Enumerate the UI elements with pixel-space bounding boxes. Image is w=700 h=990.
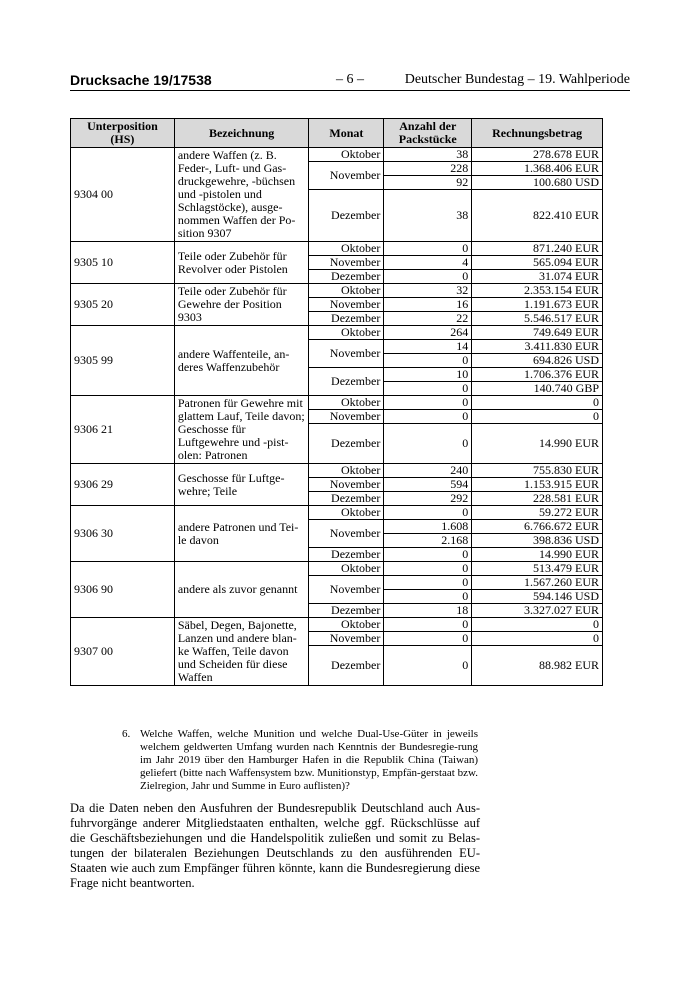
cell-hs: 9305 99: [71, 326, 175, 396]
cell-anzahl: 0: [384, 590, 472, 604]
cell-rechnungsbetrag: 1.368.406 EUR: [472, 162, 603, 176]
cell-monat: November: [309, 256, 384, 270]
cell-rechnungsbetrag: 14.990 EUR: [472, 424, 603, 464]
cell-bezeichnung: Patronen für Gewehre mit glattem Lauf, Teile davon; Geschosse für Luftgewehre und -pist-olen: Patronen: [174, 396, 309, 464]
cell-anzahl: 0: [384, 382, 472, 396]
cell-anzahl: 292: [384, 492, 472, 506]
cell-rechnungsbetrag: 398.836 USD: [472, 534, 603, 548]
cell-rechnungsbetrag: 0: [472, 396, 603, 410]
cell-anzahl: 0: [384, 618, 472, 632]
table-row: [71, 242, 603, 256]
cell-monat: Oktober: [309, 562, 384, 576]
cell-anzahl: 38: [384, 190, 472, 242]
cell-rechnungsbetrag: 749.649 EUR: [472, 326, 603, 340]
column-header-anzahl: Anzahl der Packstücke: [384, 119, 472, 148]
table-row: [71, 506, 603, 520]
cell-anzahl: 32: [384, 284, 472, 298]
cell-rechnungsbetrag: 822.410 EUR: [472, 190, 603, 242]
cell-bezeichnung: Säbel, Degen, Bajonette, Lanzen und andere blan-ke Waffen, Teile davon und Scheiden für diese Waffen: [174, 618, 309, 686]
cell-monat: Oktober: [309, 464, 384, 478]
cell-anzahl: 0: [384, 270, 472, 284]
cell-monat: Oktober: [309, 396, 384, 410]
column-header-bezeichnung: Bezeichnung: [174, 119, 309, 148]
cell-bezeichnung: Teile oder Zubehör für Revolver oder Pistolen: [174, 242, 309, 284]
cell-anzahl: 0: [384, 396, 472, 410]
cell-anzahl: 0: [384, 354, 472, 368]
cell-anzahl: 228: [384, 162, 472, 176]
cell-bezeichnung: andere Waffenteile, an-deres Waffenzubehör: [174, 326, 309, 396]
cell-anzahl: 0: [384, 632, 472, 646]
cell-hs: 9307 00: [71, 618, 175, 686]
cell-rechnungsbetrag: 3.327.027 EUR: [472, 604, 603, 618]
cell-anzahl: 92: [384, 176, 472, 190]
cell-rechnungsbetrag: 1.567.260 EUR: [472, 576, 603, 590]
cell-rechnungsbetrag: 0: [472, 632, 603, 646]
table-header-row: [71, 119, 603, 148]
cell-hs: 9305 20: [71, 284, 175, 326]
cell-monat: Oktober: [309, 506, 384, 520]
cell-hs: 9306 21: [71, 396, 175, 464]
cell-rechnungsbetrag: 1.191.673 EUR: [472, 298, 603, 312]
cell-rechnungsbetrag: 0: [472, 618, 603, 632]
cell-monat: November: [309, 576, 384, 604]
cell-hs: 9306 30: [71, 506, 175, 562]
cell-anzahl: 16: [384, 298, 472, 312]
cell-monat: Oktober: [309, 284, 384, 298]
cell-rechnungsbetrag: 5.546.517 EUR: [472, 312, 603, 326]
cell-rechnungsbetrag: 140.740 GBP: [472, 382, 603, 396]
cell-anzahl: 10: [384, 368, 472, 382]
cell-anzahl: 0: [384, 242, 472, 256]
cell-rechnungsbetrag: 6.766.672 EUR: [472, 520, 603, 534]
cell-anzahl: 22: [384, 312, 472, 326]
cell-rechnungsbetrag: 88.982 EUR: [472, 646, 603, 686]
table-row: [71, 148, 603, 162]
cell-monat: Dezember: [309, 270, 384, 284]
table-row: [71, 618, 603, 632]
cell-monat: Dezember: [309, 312, 384, 326]
cell-rechnungsbetrag: 0: [472, 410, 603, 424]
question-text: Welche Waffen, welche Munition und welche Dual-Use-Güter in jeweils welchem geldwerten Umfang wurden nach Kenntnis der Bundesregie-rung im Jahr 2019 über den Hamburger Hafen in die Republik China (Taiwan) geliefert (bitte nach Waffensystem bzw. Munitionstyp, Empfän-gerstaat bzw. Zielregion, Jahr und Summe in Euro auflisten)?: [140, 728, 478, 792]
cell-anzahl: 0: [384, 576, 472, 590]
question-number: 6.: [122, 728, 131, 740]
cell-monat: November: [309, 410, 384, 424]
cell-rechnungsbetrag: 565.094 EUR: [472, 256, 603, 270]
cell-bezeichnung: andere als zuvor genannt: [174, 562, 309, 618]
doc-number: 17538: [172, 72, 212, 88]
doc-label-prefix: Drucksache 19/: [70, 72, 173, 88]
table-row: [71, 396, 603, 410]
cell-anzahl: 18: [384, 604, 472, 618]
cell-monat: Oktober: [309, 148, 384, 162]
cell-anzahl: 0: [384, 424, 472, 464]
export-table: [70, 118, 603, 686]
cell-monat: November: [309, 340, 384, 368]
cell-anzahl: 2.168: [384, 534, 472, 548]
cell-rechnungsbetrag: 59.272 EUR: [472, 506, 603, 520]
cell-rechnungsbetrag: 31.074 EUR: [472, 270, 603, 284]
cell-rechnungsbetrag: 694.826 USD: [472, 354, 603, 368]
header-rule: [70, 90, 630, 91]
cell-rechnungsbetrag: 513.479 EUR: [472, 562, 603, 576]
cell-monat: Oktober: [309, 618, 384, 632]
table-body: [71, 148, 603, 686]
cell-monat: Dezember: [309, 424, 384, 464]
cell-anzahl: 0: [384, 646, 472, 686]
column-header-rechnungsbetrag: Rechnungsbetrag: [472, 119, 603, 148]
cell-rechnungsbetrag: 278.678 EUR: [472, 148, 603, 162]
cell-rechnungsbetrag: 1.153.915 EUR: [472, 478, 603, 492]
cell-bezeichnung: Geschosse für Luftge-wehre; Teile: [174, 464, 309, 506]
cell-anzahl: 594: [384, 478, 472, 492]
cell-rechnungsbetrag: 3.411.830 EUR: [472, 340, 603, 354]
cell-monat: Dezember: [309, 604, 384, 618]
column-header-hs: Unterposition (HS): [71, 119, 175, 148]
cell-rechnungsbetrag: 100.680 USD: [472, 176, 603, 190]
page-number: – 6 –: [336, 72, 364, 87]
cell-anzahl: 0: [384, 548, 472, 562]
cell-monat: Oktober: [309, 326, 384, 340]
cell-rechnungsbetrag: 594.146 USD: [472, 590, 603, 604]
cell-rechnungsbetrag: 1.706.376 EUR: [472, 368, 603, 382]
answer-text: Da die Daten neben den Ausfuhren der Bundesrepublik Deutschland auch Aus-fuhrvorgänge anderer Mitgliedstaaten enthalten, welche ggf. Rückschlüsse auf die Geschäftsbeziehungen und die Handelspolitik zuließen und somit zu Belas-tungen der bilateralen Beziehungen Deutschlands zu den ausführenden EU-Staaten wie auch zum Empfänger führen könnte, kann die Bundesregierung diese Frage nicht beantworten.: [70, 801, 480, 890]
cell-monat: November: [309, 632, 384, 646]
cell-anzahl: 38: [384, 148, 472, 162]
cell-monat: Oktober: [309, 242, 384, 256]
cell-monat: Dezember: [309, 368, 384, 396]
table-row: [71, 326, 603, 340]
cell-anzahl: 0: [384, 410, 472, 424]
cell-monat: Dezember: [309, 646, 384, 686]
cell-bezeichnung: Teile oder Zubehör für Gewehre der Position 9303: [174, 284, 309, 326]
cell-rechnungsbetrag: 755.830 EUR: [472, 464, 603, 478]
cell-rechnungsbetrag: 2.353.154 EUR: [472, 284, 603, 298]
page-header: [70, 72, 630, 90]
cell-anzahl: 1.608: [384, 520, 472, 534]
cell-bezeichnung: andere Patronen und Tei-le davon: [174, 506, 309, 562]
cell-anzahl: 240: [384, 464, 472, 478]
table-row: [71, 464, 603, 478]
cell-anzahl: 0: [384, 562, 472, 576]
table-row: [71, 562, 603, 576]
column-header-monat: Monat: [309, 119, 384, 148]
cell-rechnungsbetrag: 14.990 EUR: [472, 548, 603, 562]
cell-monat: November: [309, 298, 384, 312]
cell-monat: Dezember: [309, 190, 384, 242]
cell-hs: 9306 29: [71, 464, 175, 506]
cell-monat: November: [309, 478, 384, 492]
cell-rechnungsbetrag: 228.581 EUR: [472, 492, 603, 506]
question-block: [122, 728, 478, 793]
table-row: [71, 284, 603, 298]
cell-anzahl: 4: [384, 256, 472, 270]
cell-monat: Dezember: [309, 492, 384, 506]
cell-hs: 9305 10: [71, 242, 175, 284]
cell-rechnungsbetrag: 871.240 EUR: [472, 242, 603, 256]
cell-anzahl: 0: [384, 506, 472, 520]
cell-monat: Dezember: [309, 548, 384, 562]
cell-monat: November: [309, 520, 384, 548]
cell-anzahl: 14: [384, 340, 472, 354]
cell-hs: 9306 90: [71, 562, 175, 618]
cell-monat: November: [309, 162, 384, 190]
cell-bezeichnung: andere Waffen (z. B. Feder-, Luft- und Gas-druckgewehre, -büchsen und -pistolen und Schlagstöcke), ausge-nommen Waffen der Po-sition 9307: [174, 148, 309, 242]
institution: Deutscher Bundestag – 19. Wahlperiode: [404, 72, 630, 87]
cell-hs: 9304 00: [71, 148, 175, 242]
cell-anzahl: 264: [384, 326, 472, 340]
